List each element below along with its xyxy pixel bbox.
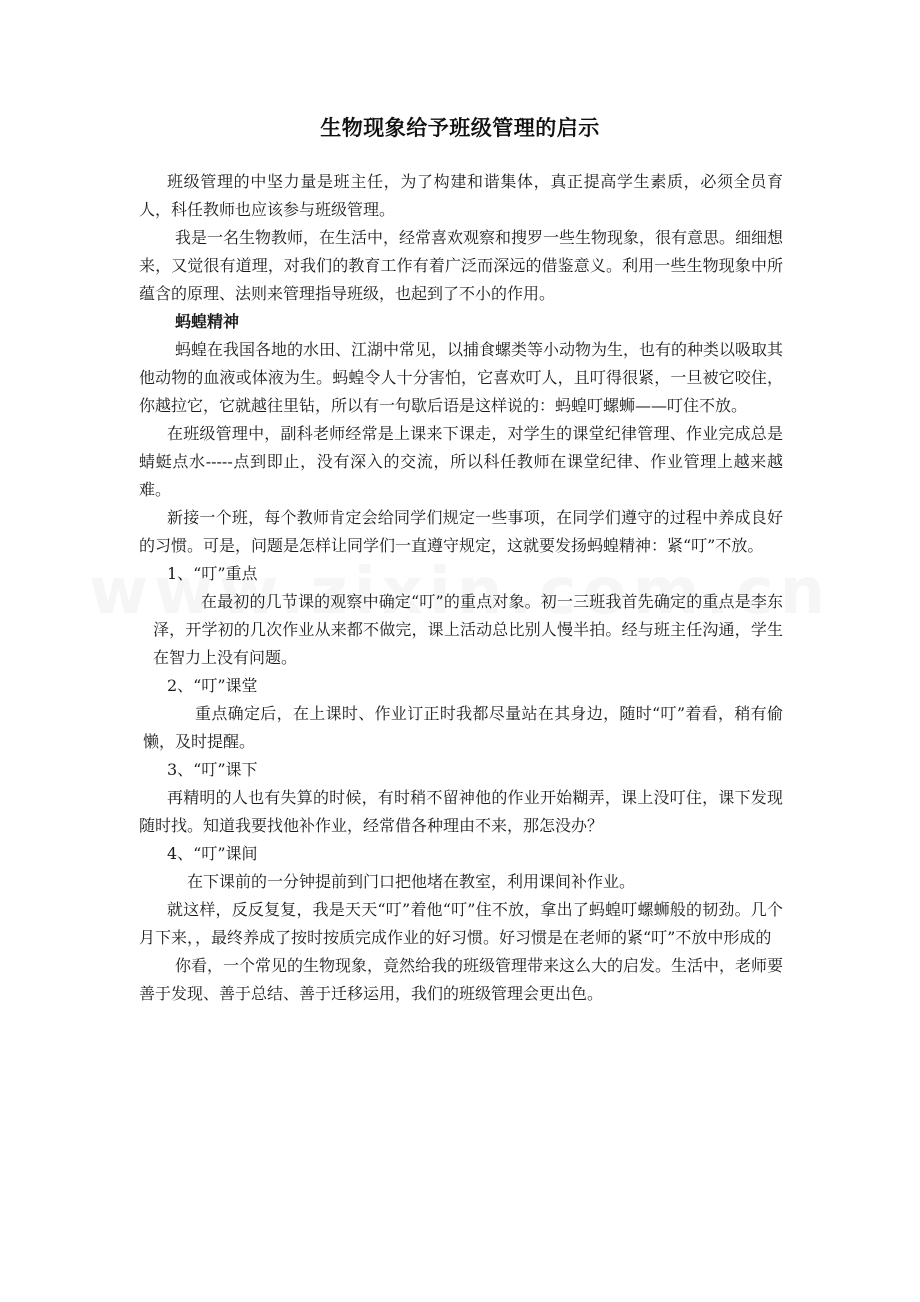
list-item-3-body: 再精明的人也有失算的时候，有时稍不留神他的作业开始糊弄，课上没叮住，课下发现随时找。知道我要找他补作业，经常借各种理由不来，那怎没办？: [139, 788, 783, 835]
list-item-1-heading: 1、“叮”重点: [167, 564, 258, 583]
paragraph-conclusion: 你看，一个常见的生物现象，竟然给我的班级管理带来这么大的启发。生活中，老师要善于发现、善于总结、善于迁移运用，我们的班级管理会更出色。: [139, 956, 784, 1003]
list-item-1-body: 在最初的几节课的观察中确定“叮”的重点对象。初一三班我首先确定的重点是李东泽，开学初的几次作业从来都不做完，课上活动总比别人慢半拍。经与班主任沟通，学生在智力上没有问题。: [153, 592, 783, 667]
list-item-4-body: 在下课前的一分钟提前到门口把他堵在教室，利用课间补作业。: [187, 872, 636, 891]
document-title: 生物现象给予班级管理的启示: [320, 116, 600, 140]
paragraph-intro: 班级管理的中坚力量是班主任，为了构建和谐集体，真正提高学生素质，必须全员育人，科任教师也应该参与班级管理。: [139, 172, 783, 219]
section-heading: 蚂蝗精神: [175, 312, 240, 331]
paragraph-leech-description: 蚂蝗在我国各地的水田、江湖中常见，以捕食螺类等小动物为生，也有的种类以吸取其他动物的血液或体液为生。蚂蝗令人十分害怕，它喜欢叮人，且叮得很紧，一旦被它咬住，你越拉它，它就越往里钻，所以有一句歇后语是这样说的：蚂蝗叮螺蛳——叮住不放。: [139, 340, 784, 415]
list-item-4-heading: 4、“叮”课间: [167, 844, 258, 863]
list-item-2-heading: 2、“叮”课堂: [167, 676, 258, 695]
paragraph-self-intro: 我是一名生物教师，在生活中，经常喜欢观察和搜罗一些生物现象，很有意思。细细想来，又觉很有道理，对我们的教育工作有着广泛而深远的借鉴意义。利用一些生物现象中所蕴含的原理、法则来管理指导班级，也起到了不小的作用。: [139, 228, 784, 303]
paragraph-result: 就这样，反反复复，我是天天“叮”着他“叮”住不放，拿出了蚂蝗叮螺蛳般的韧劲。几个月下来，，最终养成了按时按质完成作业的好习惯。好习惯是在老师的紧“叮”不放中形成的: [139, 900, 783, 947]
paragraph-class-management: 在班级管理中，副科老师经常是上课来下课走，对学生的课堂纪律管理、作业完成总是蜻蜓点水-----点到即止，没有深入的交流，所以科任教师在课堂纪律、作业管理上越来越难。: [139, 424, 783, 499]
document-body: [139, 168, 783, 1008]
list-item-2-body: 重点确定后，在上课时、作业订正时我都尽量站在其身边，随时“叮”着看，稍有偷懒，及时提醒。: [143, 704, 783, 751]
list-item-3-heading: 3、“叮”课下: [167, 760, 258, 779]
paragraph-new-class: 新接一个班，每个教师肯定会给同学们规定一些事项，在同学们遵守的过程中养成良好的习惯。可是，问题是怎样让同学们一直遵守规定，这就要发扬蚂蝗精神：紧“叮”不放。: [139, 508, 783, 555]
